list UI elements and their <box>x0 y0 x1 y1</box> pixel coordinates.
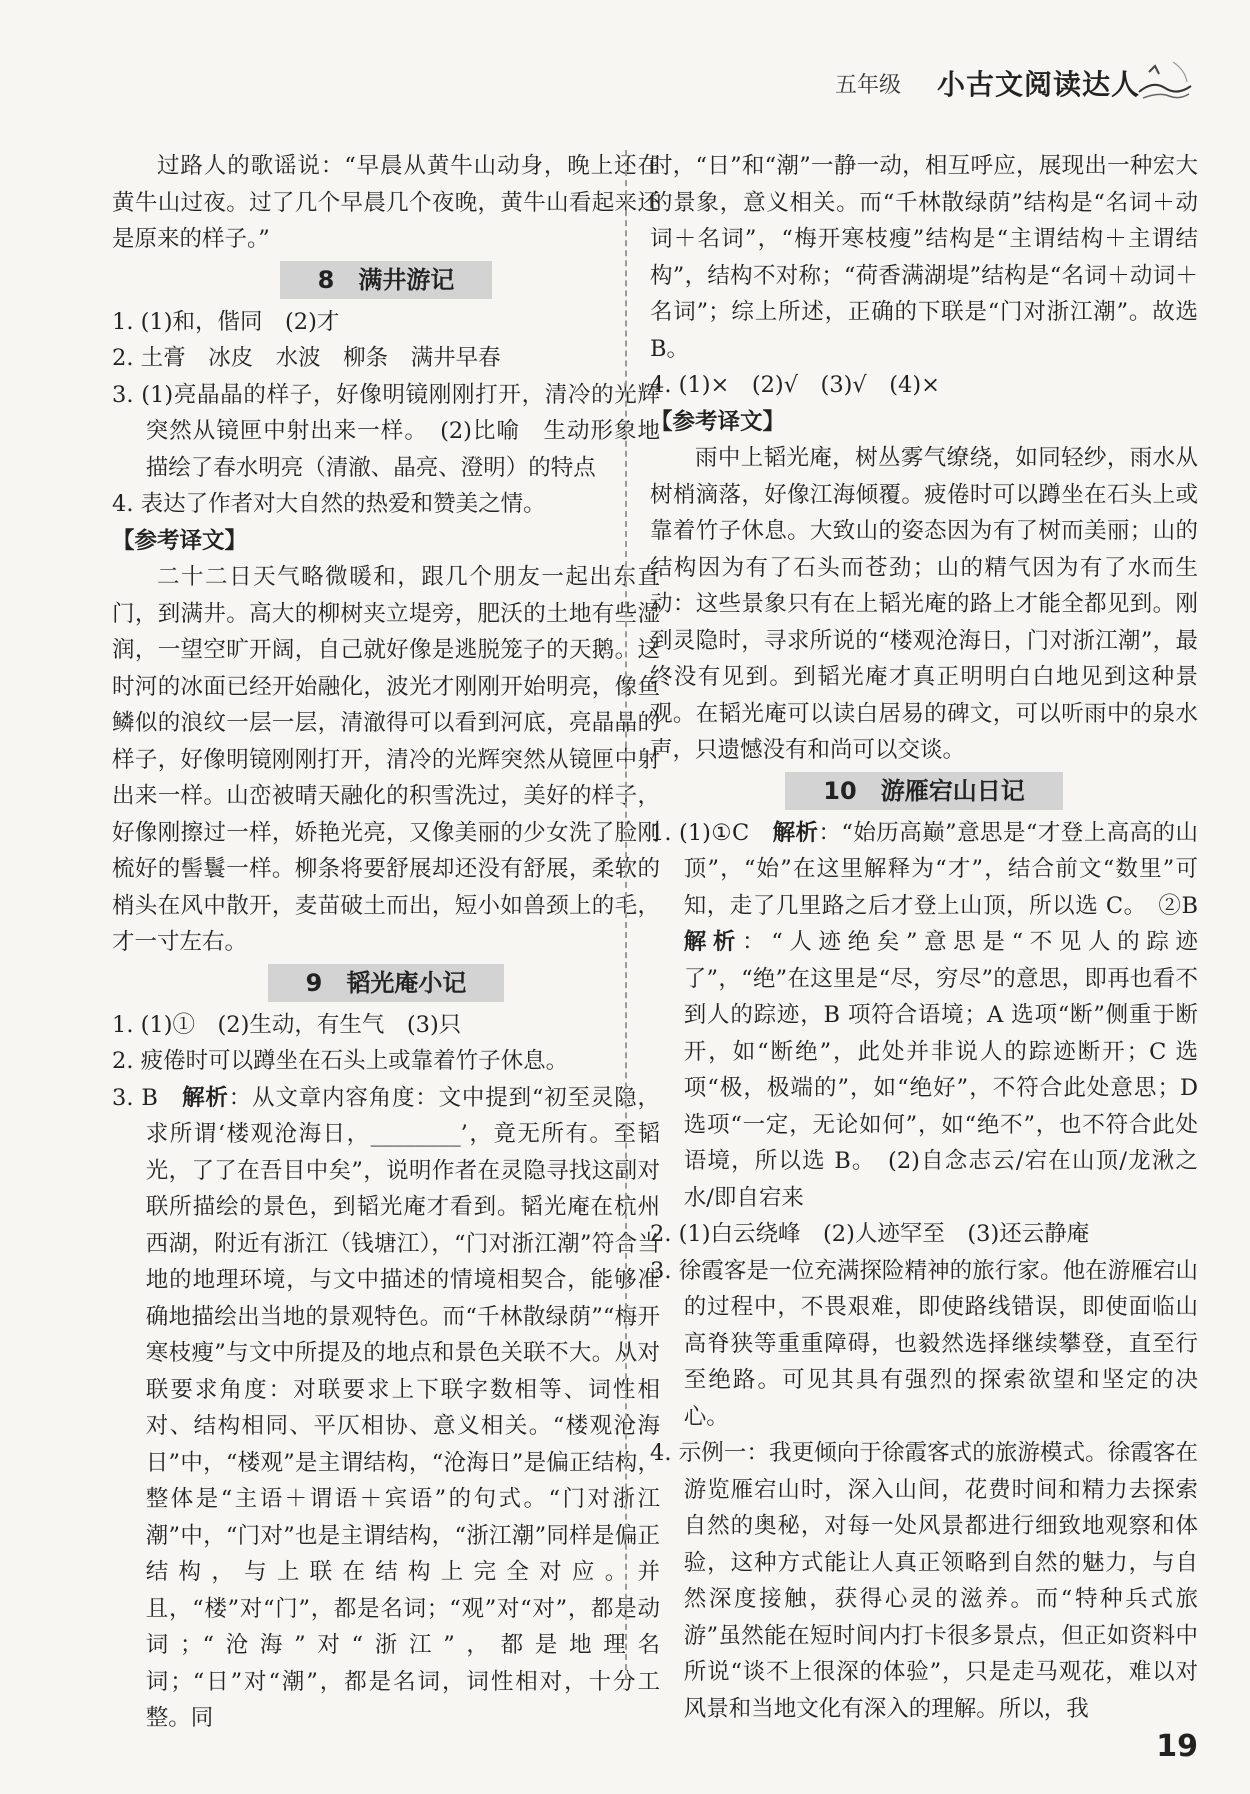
continued-text: 时，“日”和“潮”一静一动，相互呼应，展现出一种宏大的景象，意义相关。而“千林散绿荫”结构是“名词＋动词＋名词”，“梅开寒枝瘦”结构是“主谓结构＋主谓结构”，结构不对称；“荷香满湖堤”结构是“名词＋动词＋名词”；综上所述，正确的下联是“门对浙江潮”。故选 B。 <box>650 153 1198 362</box>
page-number: 19 <box>1156 1729 1198 1764</box>
item-number: 3. B <box>112 1084 183 1111</box>
page-header <box>835 58 1140 108</box>
answer-item: 4. (1)× (2)√ (3)√ (4)× <box>650 372 940 398</box>
continued-text: 过路人的歌谣说：“早晨从黄牛山动身，晚上还在黄牛山过夜。过了几个早晨几个夜晚，黄牛山看起来还是原来的样子。” <box>112 153 660 252</box>
brand-logo-icon <box>1133 52 1195 108</box>
analysis-text: ：从文章内容角度：文中提到“初至灵隐，求所谓‘楼观沧海日，________’，竟无所有。至韬光，了了在吾目中矣”，说明作者在灵隐寻找这副对联所描绘的景色，到韬光庵才看到。韬光庵在杭州西湖，附近有浙江（钱塘江），“门对浙江潮”符合当地的地理环境，与文中描述的情境相契合，能够准确地描绘出当地的景观特色。而“千林散绿荫”“梅开寒枝瘦”与文中所提及的地点和景色关联不大。从对联要求角度：对联要求上下联字数相等、词性相对、结构相同、平仄相协、意义相关。“楼观沧海日”中，“楼观”是主谓结构，“沧海日”是偏正结构，整体是“主语＋谓语＋宾语”的句式。“门对浙江潮”中，“门对”也是主谓结构，“浙江潮”同样是偏正结构，与上联在结构上完全对应。并且，“楼”对“门”，都是名词；“观”对“对”，都是动词；“沧海”对“浙江”，都是地理名词；“日”对“潮”，都是名词，词性相对，十分工整。同 <box>145 1084 660 1731</box>
translation-text: 二十二日天气略微暖和，跟几个朋友一起出东直门，到满井。高大的柳树夹立堤旁，肥沃的土地有些湿润，一望空旷开阔，自己就好像是逃脱笼子的天鹅。这时河的冰面已经开始融化，波光才刚刚开始明亮，像鱼鳞似的浪纹一层一层，清澈得可以看到河底，亮晶晶的样子，好像明镜刚刚打开，清冷的光辉突然从镜匣中射出来一样。山峦被晴天融化的积雪洗过，美好的样子，好像刚擦过一样，娇艳光亮，又像美丽的少女洗了脸刚梳好的髻鬟一样。柳条将要舒展却还没有舒展，柔软的梢头在风中散开，麦苗破土而出，短小如兽颈上的毛，才一寸左右。 <box>112 564 660 955</box>
reference-translation-label: 【参考译文】 <box>112 527 248 554</box>
column-divider <box>625 150 627 1680</box>
analysis-text: ：“人迹绝矣”意思是“不见人的踪迹了”，“绝”在这里是“尽，穷尽”的意思，即再也看不到人的踪迹，B 项符合语境；A 选项“断”侧重于断开，如“断绝”，此处并非说人的踪迹断开；C 选项“极，极端的”，如“绝好”，不符合此处意思；D 选项“一定，无论如何”，如“绝不”，也不符合此处语境，所以选 B。 (2)自念志云/宕在山顶/龙湫之水/即自宕来 <box>683 929 1198 1211</box>
analysis-label: 解析 <box>683 929 743 955</box>
answer-item: 2. 疲倦时可以蹲坐在石头上或靠着竹子休息。 <box>112 1048 569 1074</box>
answer-item: 1. (1)和，偕同 (2)才 <box>112 308 340 335</box>
answer-item: 4. 表达了作者对大自然的热爱和赞美之情。 <box>112 491 546 517</box>
answer-item: 4. 示例一：我更倾向于徐霞客式的旅游模式。徐霞客在游览雁宕山时，深入山间，花费时间和精力去探索自然的奥秘，对每一处风景都进行细致地观察和体验，这种方式能让人真正领略到自然的魅力，与自然深度接触，获得心灵的滋养。而“特种兵式旅游”虽然能在短时间内打卡很多景点，但正如资料中所说“谈不上很深的体验”，只是走马观花，难以对风景和当地文化有深入的理解。所以，我 <box>650 1440 1198 1722</box>
reference-translation-label: 【参考译文】 <box>650 408 786 435</box>
book-title: 小古文阅读达人 <box>936 68 1140 101</box>
answer-item <box>112 1080 660 1737</box>
analysis-text: ：“始历高巅”意思是“才登上高高的山顶”，“始”在这里解释为“才”，结合前文“数里”可知，走了几里路之后才登上山顶，所以选 C。 ②B <box>683 819 1221 919</box>
section-8-title: 8 满井游记 <box>280 261 493 299</box>
answer-item: 3. 徐霞客是一位充满探险精神的旅行家。他在游雁宕山的过程中，不畏艰难，即使路线错误，即使面临山高脊狭等重重障碍，也毅然选择继续攀登，直至行至绝路。可见其具有强烈的探索欲望和坚定的决心。 <box>650 1257 1198 1430</box>
analysis-label: 解析 <box>182 1084 229 1111</box>
left-column <box>112 148 660 1737</box>
answer-item: 2. (1)白云绕峰 (2)人迹罕至 (3)还云静庵 <box>650 1221 1090 1247</box>
answer-item <box>650 815 1221 1217</box>
translation-text: 雨中上韬光庵，树丛雾气缭绕，如同轻纱，雨水从树梢滴落，好像江海倾覆。疲倦时可以蹲坐在石头上或靠着竹子休息。大致山的姿态因为有了树而美丽；山的结构因为有了石头而苍劲；山的精气因为有了水而生动：这些景象只有在上韬光庵的路上才能全都见到。刚到灵隐时，寻求所说的“楼观沧海日，门对浙江潮”，最终没有见到。到韬光庵才真正明明白白地见到这种景观。在韬光庵可以读白居易的碑文，可以听雨中的泉水声，只遗憾没有和尚可以交谈。 <box>650 445 1198 763</box>
grade-label: 五年级 <box>834 72 901 98</box>
item-number: 1. (1)①C <box>650 819 773 846</box>
answer-item: 3. (1)亮晶晶的样子，好像明镜刚刚打开，清冷的光辉突然从镜匣中射出来一样。 (2)比喻 生动形象地描绘了春水明亮（清澈、晶亮、澄明）的特点 <box>112 381 660 481</box>
section-10-title: 10 游雁宕山日记 <box>785 772 1062 810</box>
right-column <box>650 148 1221 1727</box>
section-9-title: 9 韬光庵小记 <box>268 964 505 1002</box>
analysis-label: 解析 <box>772 819 819 846</box>
answer-item: 1. (1)① (2)生动，有生气 (3)只 <box>112 1011 462 1038</box>
answer-item: 2. 土膏 冰皮 水波 柳条 满井早春 <box>112 345 501 371</box>
